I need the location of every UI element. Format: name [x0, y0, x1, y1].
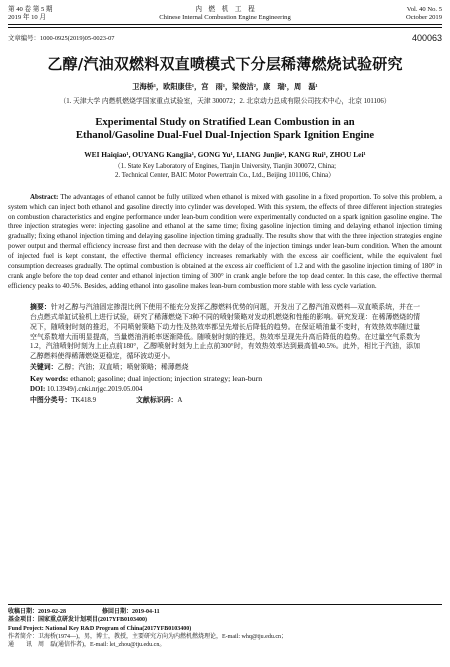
corresponding-author: 通 讯 周 磊(通信作者)，E-mail: lei_zhou@tju.edu.cn。: [8, 642, 166, 649]
title-cn: 乙醇/汽油双燃料双直喷模式下分层稀薄燃烧试验研究: [47, 54, 403, 73]
affiliation-en-2: 2. Technical Center, BAIC Motor Powertrain Co., Ltd., Beijing 101106, China）: [115, 172, 335, 180]
title-en-line-2: Ethanol/Gasoline Dual-Fuel Dual-Injection Spark Ignition Engine: [75, 129, 375, 141]
clc-label: 中图分类号：: [30, 396, 72, 404]
journal-name-en: Chinese Internal Combustion Engine Engineering: [159, 14, 291, 22]
doc-code-value: A: [177, 396, 183, 404]
volume-cn: 第 40 卷 第 5 期: [8, 6, 53, 13]
classification-line: [30, 396, 420, 406]
doi-label: DOI:: [30, 386, 46, 394]
header-right: [297, 6, 442, 22]
fund-cn: 基金项目：国家重点研发计划项目(2017YFB0103400): [8, 617, 147, 624]
footnotes: [8, 604, 442, 649]
header-rule: [8, 24, 442, 25]
keywords-en-text: ethanol; gasoline; dual injection; injection strategy; lean-burn: [68, 374, 263, 384]
journal-name-cn: 内 燃 机 工 程: [195, 6, 255, 13]
abstract-text: The advantages of ethanol cannot be fully utilized when ethanol is mixed with gasoline in a fixed proportion. To solve this problem, a system which can inject both ethanol and gasoline directly into cylinder was developed. With this system, the effects of three different injection strategies on combustion characteristics and engine performance under lean-burn condition were experimentally conducted on a spark ignition gasoline engine. The three injection strategies were: injecting gasoline and ethanol at the same time; fixing gasoline injection timing and delaying ethanol injection timing gradually; fixing ethanol injection timing and delaying gasoline injection timing gradually. The results show that with the three injection strategies engine power output and thermal efficiency increase first and then decrease with the delay of the injection timings under lean-burn condition. When the amount of injected fuel is kept constant, the effective thermal efficiency increases remarkably with the excess air coefficient, while the equivalent fuel consumption decreases gradually. The optimal combustion is obtained at the excess air coefficient of 1.2 and with the gasoline injection timing of 180° in crank angle before the top dead center and ethanol injection timing of 300° in crank angle before the top dead center. In this case, the effective thermal efficiency peaks to 40.5%. Besides, adding ethanol into gasoline makes lean-burn combustion more stable with less cycle variation.: [8, 192, 442, 290]
keywords-cn: [30, 363, 420, 373]
abstract-cn-label: 摘要：: [30, 303, 51, 311]
keywords-cn-text: 乙醇；汽油；双直喷；喷射策略；稀薄燃烧: [57, 364, 189, 372]
keywords-cn-label: 关键词：: [30, 364, 58, 372]
date-en: October 2019: [405, 14, 443, 22]
revised-date: 修回日期：2019-04-11: [102, 609, 160, 615]
affiliation-en: [8, 162, 442, 181]
affiliation-en-1: （1. State Key Laboratory of Engines, Tianjin University, Tianjin 300072, China;: [114, 162, 336, 170]
author-bio: 作者简介：卫海桥(1974—)，男，博士，教授，主要研究方向为内燃机燃烧理论，E-mail: whq@tju.edu.cn；: [8, 633, 288, 640]
authors-cn: 卫海桥¹，欧阳康佳¹，宫 雨¹，梁俊洁²，康 瑞¹，周 磊¹: [132, 82, 318, 91]
abstract-label: Abstract:: [30, 192, 59, 201]
doi-line: [30, 385, 420, 395]
affiliation-cn: （1. 天津大学 内燃机燃烧学国家重点试验室，天津 300072；2. 北京动力总成有限公司技术中心，北京 101106）: [59, 97, 391, 105]
keywords-en-label: Key words:: [30, 374, 69, 384]
header-center: [153, 6, 298, 22]
received-date: 收稿日期：2019-02-28: [8, 609, 66, 615]
clc-value: TK418.9: [71, 396, 97, 404]
doc-code-group: [136, 396, 182, 406]
footnote-dates: [8, 608, 442, 616]
running-header: [8, 6, 442, 22]
abstract-cn: [30, 303, 420, 362]
article-code: 400063: [411, 32, 442, 43]
article-number: 文章编号：1000-0925(2019)05-0023-07: [8, 35, 115, 43]
title-en-line-1: Experimental Study on Stratified Lean Combustion in an: [95, 116, 355, 128]
fund-en: Fund Project: National Key R&D Program of China(2017YFB0103400): [8, 625, 192, 632]
footnote-separator: [8, 604, 442, 605]
cn-abstract-block: [30, 303, 420, 406]
volume-en: Vol. 40 No. 5: [406, 6, 443, 13]
header-rule-thin: [8, 27, 442, 28]
doc-code-label: 文献标识码：: [136, 396, 178, 404]
doi-value: 10.13949/j.cnki.nrjgc.2019.05.004: [45, 386, 143, 394]
keywords-en: [30, 374, 420, 384]
date-cn: 2019 年 10 月: [8, 14, 46, 22]
clc-group: [30, 396, 96, 406]
title-en: [8, 116, 442, 142]
abstract-en: [8, 193, 442, 292]
abstract-cn-text: 针对乙醇与汽油固定掺混比例下使用不能充分发挥乙醇燃料优势的问题，开发出了乙醇汽油双燃料—双直喷系统，并在一台点燃式单缸试验机上进行试验，研究了稀薄燃烧下3种不同的喷射策略对发动机燃烧和性能的影响。研究发现：在稀薄燃烧的情况下，随喷射时刻的推迟，不同喷射策略下动力性及热效率都呈先增长后降低的趋势。在保证喷油量不变时，有效热效率随过量空气系数增大而明显提高，当量燃油消耗率逐渐降低。随喷射时刻的推迟，热效率呈现先升高后降低的趋势。在过量空气系数为1.2，汽油喷射时刻为上止点前180°，乙醇喷射时刻为上止点前300°时，有效热效率达到最高值40.5%。此外，相比于汽油，添加乙醇燃料使得稀薄燃烧更稳定，循环波动更小。: [30, 303, 421, 361]
article-meta: [8, 33, 442, 43]
authors-en: WEI Haiqiao¹, OUYANG Kangjia¹, GONG Yu¹, LIANG Junjie², KANG Rui¹, ZHOU Lei¹: [84, 149, 366, 159]
header-left: [8, 6, 153, 22]
